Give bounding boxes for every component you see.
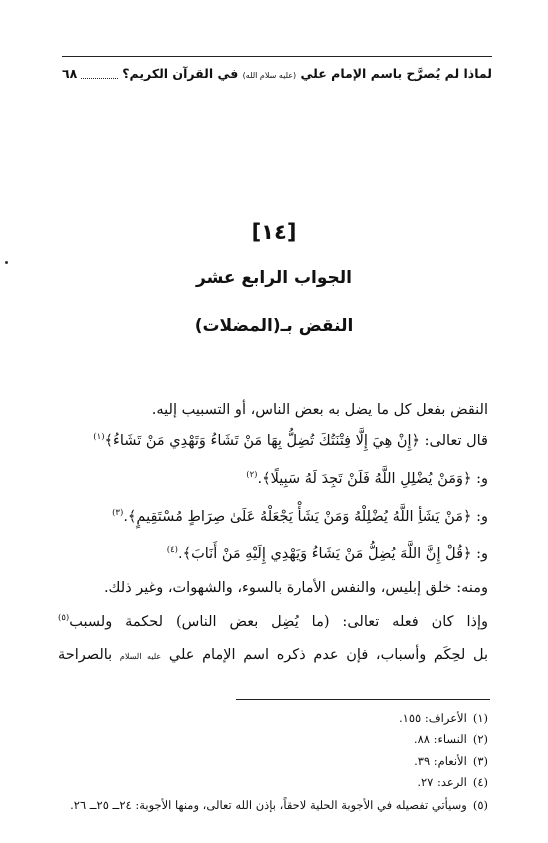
- footnote-item: [58, 795, 488, 815]
- chapter-title: الجواب الرابع عشر: [196, 268, 352, 288]
- footnote-text: الأعراف: ١٥٥.: [399, 711, 467, 725]
- header-dot-leader: [81, 68, 118, 79]
- paragraph-line-7: [58, 609, 488, 635]
- line-prefix: قال تعالى:: [424, 433, 488, 449]
- line-prefix: و:: [476, 471, 488, 487]
- footnote-item: [58, 751, 488, 771]
- header-honorific: (عليه سلام الله): [242, 70, 297, 80]
- line-prefix: و:: [476, 509, 488, 525]
- footnote-number: (٣): [472, 754, 488, 768]
- footnote-text: الأنعام: ٣٩.: [414, 754, 467, 768]
- footnote-ref: (١): [93, 432, 105, 443]
- line-text: بل لحِكَم وأسباب، فإن عدم ذكره اسم الإمام علي: [168, 647, 489, 663]
- paragraph-line-5: [58, 541, 488, 567]
- quran-verse: ﴿وَمَنْ يُضْلِلِ اللَّهُ فَلَنْ تَجِدَ لَهُ سَبِيلًا﴾.: [257, 471, 472, 487]
- footnote-number: (٢): [472, 732, 488, 746]
- footnote-ref: (٤): [166, 545, 178, 556]
- footnote-item: [58, 708, 488, 728]
- footnote-number: (٤): [472, 775, 488, 789]
- header-title: [122, 66, 492, 81]
- footnote-item: [58, 772, 488, 792]
- paragraph-line-3: [58, 466, 488, 492]
- page-number: ٦٨: [62, 65, 78, 81]
- quran-verse: ﴿قُلْ إِنَّ اللَّهَ يُضِلُّ مَنْ يَشَاءُ وَيَهْدِي إِلَيْهِ مَنْ أَنَابَ﴾.: [177, 546, 472, 562]
- line-prefix: و:: [476, 546, 488, 562]
- paragraph-line-6: ومنه: خلق إبليس، والنفس الأمارة بالسوء، والشهوات، وغير ذلك.: [103, 580, 488, 596]
- line-end: بالصراحة: [58, 647, 113, 663]
- footnote-item: [58, 729, 488, 749]
- header-title-start: لماذا لم يُصرَّح باسم الإمام علي: [300, 65, 492, 81]
- paragraph-line-4: [58, 504, 488, 530]
- header-rule: [62, 56, 492, 57]
- honorific: عليه السلام: [119, 652, 162, 661]
- footnote-ref: (٣): [112, 508, 124, 519]
- chapter-number: [١٤]: [251, 220, 297, 244]
- footnote-ref: (٥): [58, 613, 70, 624]
- running-header: [62, 62, 492, 84]
- header-title-end: في القرآن الكريم؟: [122, 65, 239, 81]
- footnote-number: (٥): [472, 798, 488, 812]
- footnote-number: (١): [472, 711, 488, 725]
- line-text: وإذا كان فعله تعالى: (ما يُضِل بعض الناس) لحكمة ولسبب: [69, 614, 488, 630]
- footnote-text: الرعد: ٢٧.: [417, 775, 467, 789]
- footnote-ref: (٢): [246, 470, 258, 481]
- footnote-text: النساء: ٨٨.: [413, 732, 467, 746]
- paragraph-line-1: النقض بفعل كل ما يضل به بعض الناس، أو التسبيب إليه.: [151, 402, 488, 418]
- footnote-rule: [236, 699, 490, 700]
- quran-verse: ﴿مَنْ يَشَأِ اللَّهُ يُضْلِلْهُ وَمَنْ يَشَأْ يَجْعَلْهُ عَلَىٰ صِرَاطٍ مُسْتَقِيمٍ﴾.: [123, 509, 472, 525]
- footnote-text: وسيأتي تفصيله في الأجوبة الحلية لاحقاً، بإذن الله تعالى، ومنها الأجوبة: ٢٤ــ ٢٥ــ ٢٦.: [70, 798, 467, 812]
- margin-speck: [5, 261, 8, 264]
- paragraph-line-2: [58, 428, 488, 454]
- chapter-subtitle: النقض بـ(المضلات): [194, 316, 354, 336]
- paragraph-line-8: [58, 642, 488, 668]
- quran-verse: ﴿إِنْ هِيَ إِلَّا فِتْنَتُكَ تُضِلُّ بِهَا مَنْ تَشَاءُ وَتَهْدِي مَنْ تَشَاءُ﴾: [104, 433, 421, 449]
